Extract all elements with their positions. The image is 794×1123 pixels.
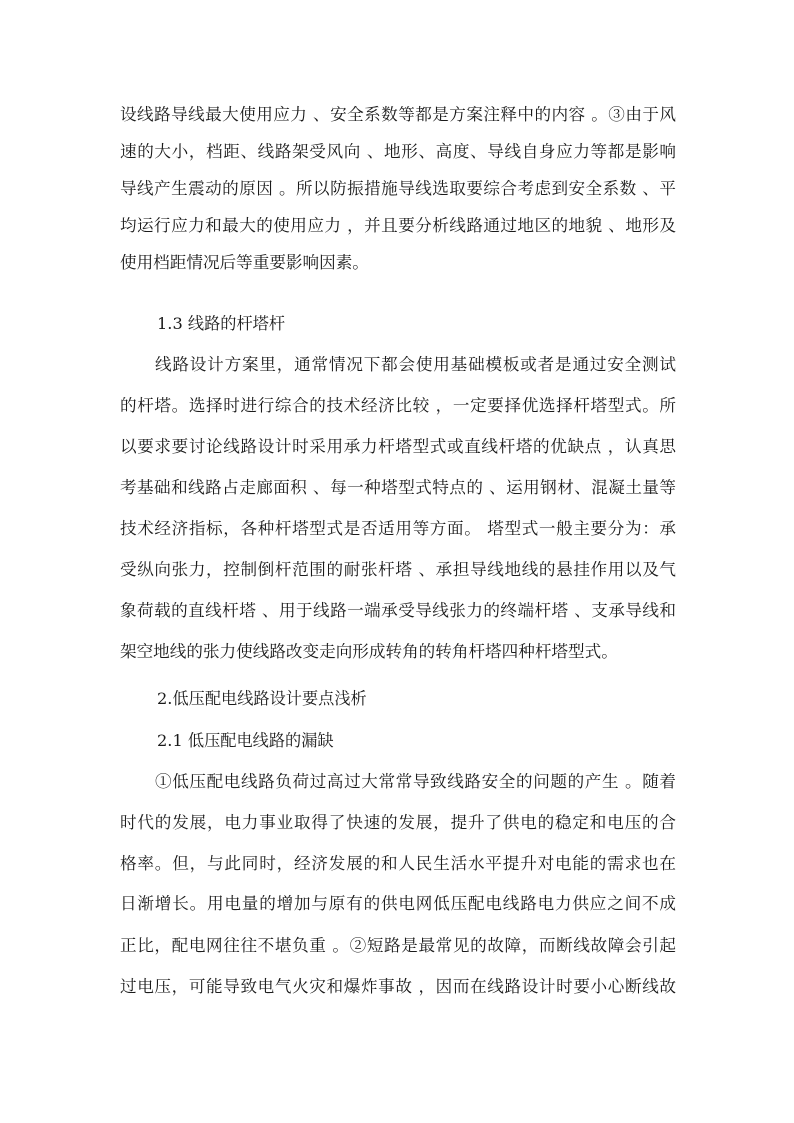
paragraph-line: 格率。但，与此同时，经济发展的和人民生活水平提升对电能的需求也在 xyxy=(120,854,676,873)
paragraph-line: 线路设计方案里，通常情况下都会使用基础模板或者是通过安全测试 xyxy=(155,355,676,374)
paragraph-line: ①低压配电线路负荷过高过大常常导致线路安全的问题的产生 。随着 xyxy=(155,772,676,791)
paragraph-line: 考基础和线路占走廊面积 、每一种塔型式特点的 、运用钢材、混凝土量等 xyxy=(120,478,676,497)
section-heading: 2.低压配电线路设计要点浅析 xyxy=(157,689,367,708)
paragraph-line: 的杆塔。选择时进行综合的技术经济比较 ，一定要择优选择杆塔型式。所 xyxy=(120,396,676,415)
paragraph-line: 正比，配电网往往不堪负重 。②短路是最常见的故障，而断线故障会引起 xyxy=(120,936,676,955)
paragraph-line: 架空地线的张力使线路改变走向形成转角的转角杆塔四种杆塔型式。 xyxy=(120,642,618,661)
paragraph-line: 日渐增长。用电量的增加与原有的供电网低压配电线路电力供应之间不成 xyxy=(120,894,676,913)
paragraph-line: 使用档距情况后等重要影响因素。 xyxy=(120,253,369,272)
section-heading: 1.3 线路的杆塔杆 xyxy=(157,314,286,333)
paragraph-line: 时代的发展，电力事业取得了快速的发展，提升了供电的稳定和电压的合 xyxy=(120,813,676,832)
paragraph-line: 导线产生震动的原因 。所以防振措施导线选取要综合考虑到安全系数 、平 xyxy=(120,179,676,198)
subsection-heading: 2.1 低压配电线路的漏缺 xyxy=(157,731,334,750)
paragraph-line: 以要求要讨论线路设计时采用承力杆塔型式或直线杆塔的优缺点 ，认真思 xyxy=(120,437,676,456)
paragraph-line: 过电压，可能导致电气火灾和爆炸事故 ，因而在线路设计时要小心断线故 xyxy=(120,977,676,996)
paragraph-line: 速的大小，档距、线路架受风向 、地形、高度、导线自身应力等都是影响 xyxy=(120,142,676,161)
paragraph-line: 均运行应力和最大的使用应力 ，并且要分析线路通过地区的地貌 、地形及 xyxy=(120,216,676,235)
paragraph-line: 技术经济指标，各种杆塔型式是否适用等方面。 塔型式一般主要分为：承 xyxy=(120,519,676,538)
paragraph-line: 象荷载的直线杆塔 、用于线路一端承受导线张力的终端杆塔 、支承导线和 xyxy=(120,601,676,620)
paragraph-line: 受纵向张力，控制倒杆范围的耐张杆塔 、承担导线地线的悬挂作用以及气 xyxy=(120,560,676,579)
paragraph-line: 设线路导线最大使用应力 、安全系数等都是方案注释中的内容 。③由于风 xyxy=(120,105,676,124)
